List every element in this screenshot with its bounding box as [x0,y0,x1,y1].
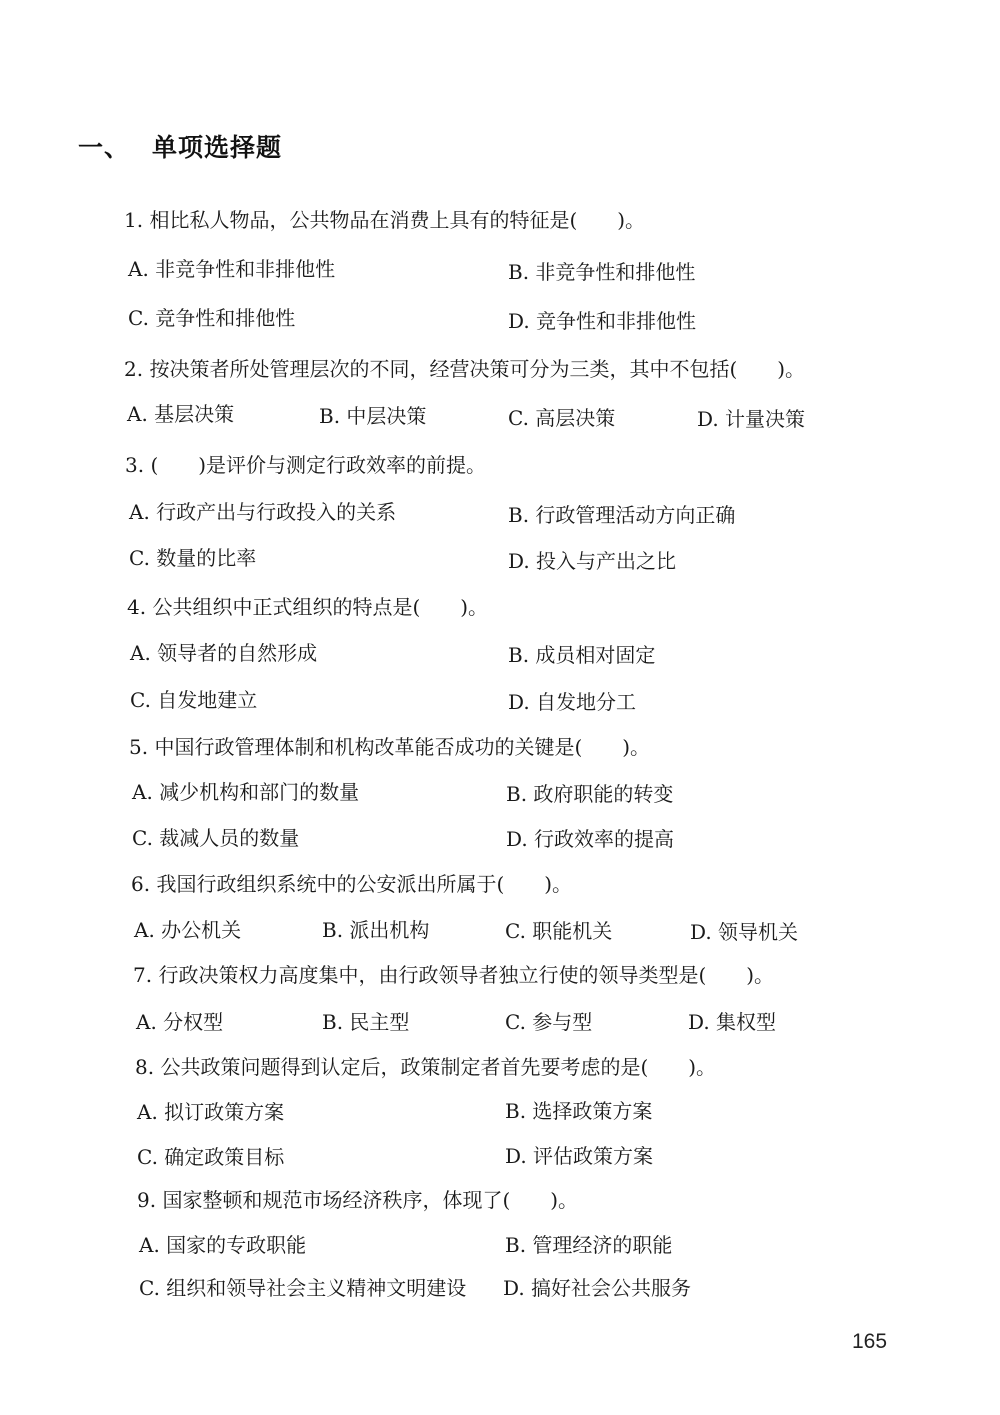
question-7-option-a: A. 分权型 [136,1010,224,1034]
section-title [78,128,282,164]
question-4-option-b: B. 成员相对固定 [508,643,656,667]
question-1-option-d: D. 竞争性和非排他性 [508,309,697,333]
question-5-option-c: C. 裁减人员的数量 [132,826,300,850]
question-3-option-a: A. 行政产出与行政投入的关系 [129,500,397,524]
question-3-option-c: C. 数量的比率 [129,546,257,570]
question-9-stem: 9. 国家整顿和规范市场经济秩序，体现了( )。 [137,1188,579,1212]
question-2-option-d: D. 计量决策 [697,407,806,431]
question-6-stem: 6. 我国行政组织系统中的公安派出所属于( )。 [131,872,573,896]
question-5-option-d: D. 行政效率的提高 [506,827,675,851]
question-8-option-a: A. 拟订政策方案 [137,1100,285,1124]
question-6-option-c: C. 职能机关 [505,919,613,943]
question-2-stem: 2. 按决策者所处管理层次的不同，经营决策可分为三类，其中不包括( )。 [124,357,806,381]
question-7-option-b: B. 民主型 [322,1010,410,1034]
question-6-option-b: B. 派出机构 [322,918,430,942]
question-9-option-b: B. 管理经济的职能 [505,1233,673,1257]
question-6-option-d: D. 领导机关 [690,920,799,944]
question-7-option-d: D. 集权型 [688,1010,777,1034]
question-1-option-b: B. 非竞争性和排他性 [508,260,696,284]
question-9-option-d: D. 搞好社会公共服务 [503,1276,692,1300]
question-4-option-c: C. 自发地建立 [130,688,258,712]
question-3-stem: 3. ( )是评价与测定行政效率的前提。 [125,453,487,477]
question-5-option-a: A. 减少机构和部门的数量 [132,780,360,804]
question-9-option-a: A. 国家的专政职能 [139,1233,307,1257]
section-title-text: 单项选择题 [152,133,283,162]
question-2-option-c: C. 高层决策 [508,406,616,430]
question-8-stem: 8. 公共政策问题得到认定后，政策制定者首先要考虑的是( )。 [135,1055,717,1079]
question-5-stem: 5. 中国行政管理体制和机构改革能否成功的关键是( )。 [129,735,651,759]
question-7-option-c: C. 参与型 [505,1010,593,1034]
question-8-option-c: C. 确定政策目标 [137,1145,285,1169]
question-9-option-c: C. 组织和领导社会主义精神文明建设 [139,1276,467,1300]
question-1-option-a: A. 非竞争性和非排他性 [128,257,336,281]
question-8-option-b: B. 选择政策方案 [505,1099,653,1123]
section-number: 一、 [78,133,131,162]
page-number: 165 [852,1330,888,1353]
question-4-option-d: D. 自发地分工 [508,690,637,714]
question-8-option-d: D. 评估政策方案 [505,1144,654,1168]
question-4-option-a: A. 领导者的自然形成 [130,641,318,665]
question-2-option-b: B. 中层决策 [319,404,427,428]
question-1-option-c: C. 竞争性和排他性 [128,306,296,330]
question-3-option-d: D. 投入与产出之比 [508,549,677,573]
question-4-stem: 4. 公共组织中正式组织的特点是( )。 [127,595,489,619]
question-7-stem: 7. 行政决策权力高度集中，由行政领导者独立行使的领导类型是( )。 [133,963,775,987]
question-2-option-a: A. 基层决策 [127,402,235,426]
question-6-option-a: A. 办公机关 [134,918,242,942]
question-5-option-b: B. 政府职能的转变 [506,782,674,806]
question-1-stem: 1. 相比私人物品，公共物品在消费上具有的特征是( )。 [124,208,646,232]
question-3-option-b: B. 行政管理活动方向正确 [508,503,736,527]
